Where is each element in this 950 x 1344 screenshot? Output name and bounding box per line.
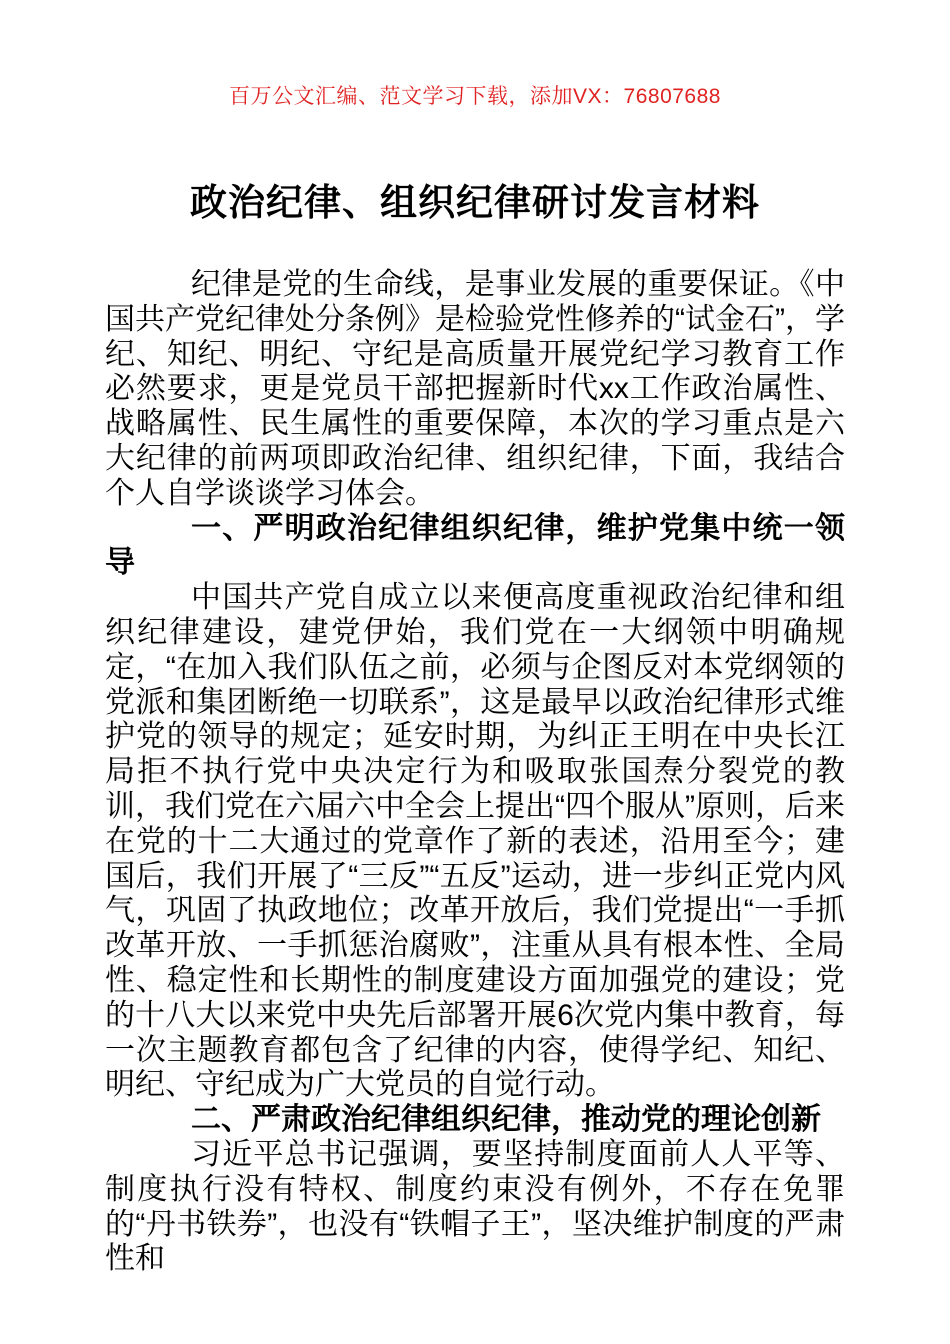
section-1-heading: 一、严明政治纪律组织纪律，维护党集中统一领导 <box>105 511 845 580</box>
document-title: 政治纪律、组织纪律研讨发言材料 <box>190 182 760 223</box>
paragraph-intro: 纪律是党的生命线，是事业发展的重要保证。《中国共产党纪律处分条例》是检验党性修养的“试金石”，学纪、知纪、明纪、守纪是高质量开展党纪学习教育工作必然要求，更是党员干部把握新时代xx工作政治属性、战略属性、民生属性的重要保障，本次的学习重点是六大纪律的前两项即政治纪律、组织纪律，下面，我结合个人自学谈谈学习体会。 <box>105 268 845 510</box>
section-1-paragraph: 中国共产党自成立以来便高度重视政治纪律和组织纪律建设，建党伊始，我们党在一大纲领中明确规定，“在加入我们队伍之前，必须与企图反对本党纲领的党派和集团断绝一切联系”，这是最早以政治纪律形式维护党的领导的规定；延安时期，为纠正王明在中央长江局拒不执行党中央决定行为和吸取张国焘分裂党的教训，我们党在六届六中全会上提出“四个服从”原则，后来在党的十二大通过的党章作了新的表述，沿用至今；建国后，我们开展了“三反”“五反”运动，进一步纠正党内风气，巩固了执政地位；改革开放后，我们党提出“一手抓改革开放、一手抓惩治腐败”，注重从具有根本性、全局性、稳定性和长期性的制度建设方面加强党的建设；党的十八大以来党中央先后部署开展6次党内集中教育，每一次主题教育都包含了纪律的内容，使得学纪、知纪、明纪、守纪成为广大党员的自觉行动。 <box>105 581 845 1102</box>
section-2-heading: 二、严肃政治纪律组织纪律，推动党的理论创新 <box>191 1103 821 1137</box>
section-2-paragraph: 习近平总书记强调，要坚持制度面前人人平等、制度执行没有特权、制度约束没有例外，不存在免罪的“丹书铁券”，也没有“铁帽子王”，坚决维护制度的严肃性和 <box>105 1137 845 1276</box>
document-body <box>105 268 845 1277</box>
promo-banner: 百万公文汇编、范文学习下载，添加VX：76807688 <box>229 85 721 108</box>
